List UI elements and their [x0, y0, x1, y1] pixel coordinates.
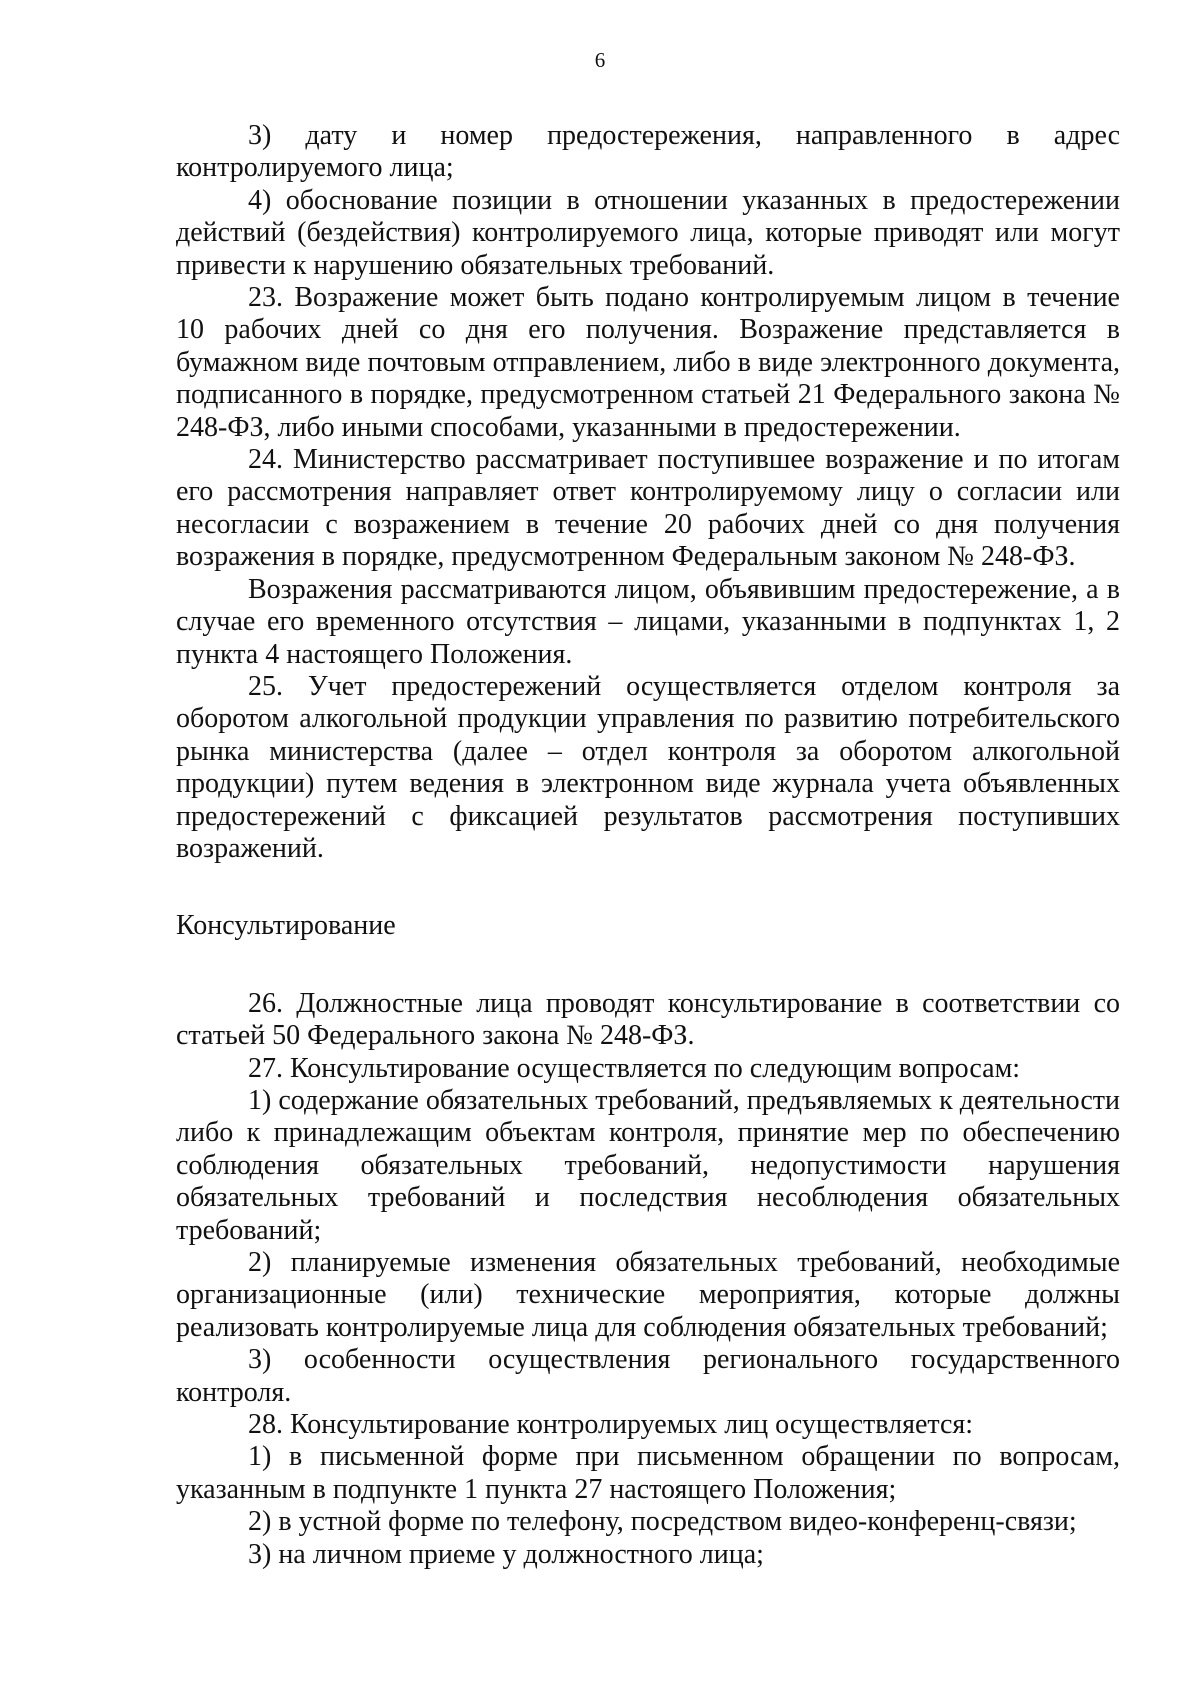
paragraph-25: 25. Учет предостережений осуществляется отделом контроля за оборотом алкогольной продукции управления по развитию потребительского рынка министерства (далее – отдел контроля за оборотом алкогольной продукции) путем ведения в электронном виде журнала учета объявленных предостережений с фиксацией результатов рассмотрения поступивших возражений.: [176, 670, 1120, 864]
paragraph-28: 28. Консультирование контролируемых лиц осуществляется:: [248, 1409, 974, 1441]
paragraph-27-item-2: 2) планируемые изменения обязательных требований, необходимые организационные (или) технические мероприятия, которые должны реализовать контролируемые лица для соблюдения обязательных требований;: [176, 1247, 1120, 1343]
paragraph-28-item-1: 1) в письменной форме при письменном обращении по вопросам, указанным в подпункте 1 пункта 27 настоящего Положения;: [176, 1441, 1120, 1505]
page-number: 6: [594, 48, 606, 72]
paragraph-23: 23. Возражение может быть подано контролируемым лицом в течение 10 рабочих дней со дня его получения. Возражение представляется в бумажном виде почтовым отправлением, либо в виде электронного документа, подписанного в порядке, предусмотренном статьей 21 Федерального закона № 248-ФЗ, либо иными способами, указанными в предостережении.: [176, 282, 1120, 443]
paragraph-24: 24. Министерство рассматривает поступившее возражение и по итогам его рассмотрения направляет ответ контролируемому лицу о согласии или несогласии с возражением в течение 20 рабочих дней со дня получения возражения в порядке, предусмотренном Федеральным законом № 248-ФЗ.: [176, 444, 1120, 573]
paragraph-item-4-justification: 4) обоснование позиции в отношении указанных в предостережении действий (бездействия) контролируемого лица, которые приводят или могут привести к нарушению обязательных требований.: [176, 184, 1120, 281]
section-heading-consulting: Консультирование: [176, 910, 396, 942]
paragraph-27-item-1: 1) содержание обязательных требований, предъявляемых к деятельности либо к принадлежащим объектам контроля, принятие мер по обеспечению соблюдения обязательных требований, недопустимости нарушения обязательных требований и последствия несоблюдения обязательных требований;: [176, 1084, 1120, 1246]
paragraph-27: 27. Консультирование осуществляется по следующим вопросам:: [248, 1052, 1021, 1084]
paragraph-item-3-date-number: 3) дату и номер предостережения, направленного в адрес контролируемого лица;: [176, 120, 1120, 184]
paragraph-28-item-3: 3) на личном приеме у должностного лица;: [248, 1538, 764, 1570]
paragraph-24-continuation: Возражения рассматриваются лицом, объявившим предостережение, а в случае его временного отсутствия – лицами, указанными в подпунктах 1, 2 пункта 4 настоящего Положения.: [176, 573, 1120, 670]
paragraph-26: 26. Должностные лица проводят консультирование в соответствии со статьей 50 Федерального закона № 248-ФЗ.: [176, 987, 1120, 1052]
paragraph-27-item-3: 3) особенности осуществления регионального государственного контроля.: [176, 1344, 1120, 1408]
paragraph-28-item-2: 2) в устной форме по телефону, посредством видео-конференц-связи;: [248, 1506, 1077, 1538]
document-body: [176, 120, 1120, 1571]
